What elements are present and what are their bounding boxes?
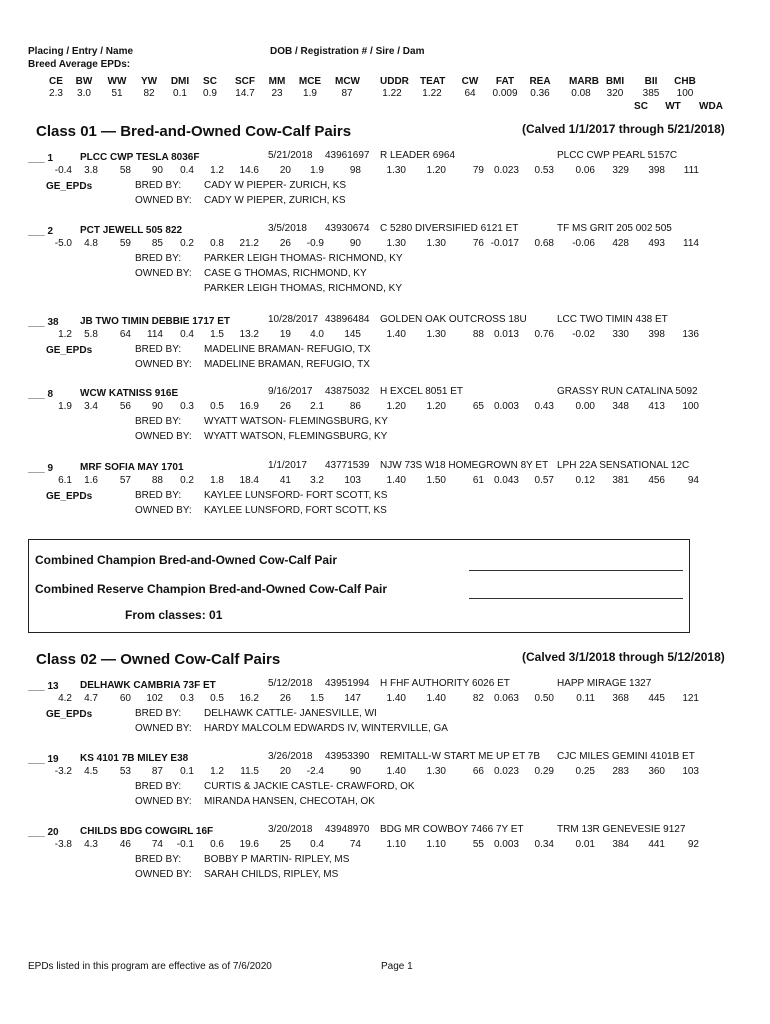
entry-epd-value: 88 (472, 329, 484, 340)
entry-epd-value: 58 (119, 165, 131, 176)
entry-epd-value: 57 (119, 475, 131, 486)
entry-epd-value: 1.10 (426, 839, 446, 850)
entry-dob: 5/12/2018 (268, 678, 313, 689)
entry-epd-value: 330 (612, 329, 629, 340)
entry-epd-value: 384 (612, 839, 629, 850)
entry-epd-value: 25 (279, 839, 291, 850)
bred-by-value: KAYLEE LUNSFORD- FORT SCOTT, KS (204, 490, 388, 501)
epd-breed-average-value: 0.1 (173, 88, 187, 99)
owned-by-value: WYATT WATSON, FLEMINGSBURG, KY (204, 431, 388, 442)
entry-epd-value: 381 (612, 475, 629, 486)
epd-header-label: CHB (674, 76, 696, 87)
epd-breed-average-value: 82 (143, 88, 155, 99)
epd-header-label: MM (268, 76, 286, 87)
entry-epd-value: 1.5 (210, 329, 224, 340)
page-number: Page 1 (381, 961, 413, 972)
owned-by-value: SARAH CHILDS, RIPLEY, MS (204, 869, 339, 880)
entry-epd-value: 1.2 (58, 329, 72, 340)
epd-breed-average-value: 51 (111, 88, 123, 99)
bred-by-label: BRED BY: (135, 180, 182, 191)
epd-header-label: DMI (170, 76, 190, 87)
entry-epd-value: 0.12 (575, 475, 595, 486)
bred-by-value: MADELINE BRAMAN- REFUGIO, TX (204, 344, 371, 355)
entry-epd-value: 60 (119, 693, 131, 704)
entry-epd-value: 3.2 (310, 475, 324, 486)
entry-placing: ___ 13 (28, 681, 59, 692)
entry-epd-value: 103 (682, 766, 699, 777)
bred-by-value: BOBBY P MARTIN- RIPLEY, MS (204, 854, 350, 865)
entry-epd-value: 55 (472, 839, 484, 850)
entry-placing: ___ 9 (28, 463, 54, 474)
entry-epd-value: 90 (151, 401, 163, 412)
extra-header-label: WDA (699, 101, 723, 112)
ge-epds-label: GE_EPDs (46, 345, 93, 356)
owned-by-label: OWNED BY: (135, 869, 192, 880)
entry-epd-value: 121 (682, 693, 699, 704)
entry-name: JB TWO TIMIN DEBBIE 1717 ET (80, 316, 231, 327)
reserve-champion-label: Combined Reserve Champion Bred-and-Owned Cow-Calf Pair (35, 582, 388, 596)
entry-name: DELHAWK CAMBRIA 73F ET (80, 680, 216, 691)
entry-sire: REMITALL-W START ME UP ET 7B (380, 751, 541, 762)
epd-header-label: UDDR (380, 76, 409, 87)
entry-epd-value: 66 (472, 766, 484, 777)
entry-epd-value: 85 (151, 238, 163, 249)
entry-epd-value: 92 (687, 839, 699, 850)
entry-epd-value: 1.30 (426, 238, 446, 249)
entry-epd-value: 136 (682, 329, 699, 340)
entry-name: CHILDS BDG COWGIRL 16F (80, 826, 214, 837)
owned-by-value: KAYLEE LUNSFORD, FORT SCOTT, KS (204, 505, 387, 516)
entry-dam: LPH 22A SENSATIONAL 12C (557, 460, 690, 471)
entry-epd-value: 0.3 (180, 693, 194, 704)
entry-epd-value: 283 (612, 766, 629, 777)
entry-epd-value: -0.9 (306, 238, 324, 249)
epd-breed-average-value: 3.0 (77, 88, 91, 99)
entry-epd-value: 21.2 (239, 238, 259, 249)
entry-dam: TF MS GRIT 205 002 505 (557, 223, 672, 234)
epd-breed-average-value: 1.22 (422, 88, 442, 99)
entry-epd-value: 1.2 (210, 766, 224, 777)
epd-header-label: MCE (298, 76, 322, 87)
entry-name: PCT JEWELL 505 822 (80, 225, 183, 236)
epd-breed-average-value: 0.9 (203, 88, 217, 99)
owned-by-label: OWNED BY: (135, 195, 192, 206)
entry-epd-value: 0.29 (534, 766, 554, 777)
bred-by-value: WYATT WATSON- FLEMINGSBURG, KY (204, 416, 388, 427)
entry-epd-value: 16.9 (239, 401, 259, 412)
entry-epd-value: -0.02 (572, 329, 595, 340)
from-classes: From classes: 01 (125, 608, 223, 622)
entry-epd-value: 147 (344, 693, 361, 704)
entry-epd-value: 1.50 (426, 475, 446, 486)
entry-dob: 9/16/2017 (268, 386, 313, 397)
entry-name: PLCC CWP TESLA 8036F (80, 152, 200, 163)
epd-breed-average-value: 23 (271, 88, 283, 99)
champion-box (28, 539, 690, 633)
entry-epd-value: 0.023 (493, 165, 519, 176)
bred-by-value: CURTIS & JACKIE CASTLE- CRAWFORD, OK (204, 781, 415, 792)
entry-name: WCW KATNISS 916E (80, 388, 179, 399)
entry-epd-value: 0.003 (493, 401, 519, 412)
entry-registration: 43953390 (325, 751, 370, 762)
entry-epd-value: 65 (472, 401, 484, 412)
entry-epd-value: 4.7 (84, 693, 98, 704)
entry-epd-value: 114 (683, 238, 699, 249)
owned-by-value-2: PARKER LEIGH THOMAS, RICHMOND, KY (204, 283, 402, 294)
entry-name: MRF SOFIA MAY 1701 (80, 462, 184, 473)
entry-placing: ___ 20 (28, 827, 59, 838)
epd-breed-average-value: 320 (606, 88, 624, 99)
entry-dam: CJC MILES GEMINI 4101B ET (557, 751, 695, 762)
entry-epd-value: 19 (279, 329, 291, 340)
owned-by-label: OWNED BY: (135, 431, 192, 442)
entry-epd-value: 0.50 (534, 693, 554, 704)
entry-epd-value: -3.8 (54, 839, 72, 850)
entry-placing: ___ 1 (28, 153, 54, 164)
epd-header-label: BW (75, 76, 93, 87)
owned-by-label: OWNED BY: (135, 268, 192, 279)
entry-epd-value: 0.4 (180, 329, 194, 340)
epd-breed-average-value: 14.7 (235, 88, 255, 99)
header-col2: DOB / Registration # / Sire / Dam (270, 46, 425, 57)
epd-breed-average-value: 87 (341, 88, 353, 99)
epd-breed-average-value: 1.9 (303, 88, 317, 99)
entry-epd-value: 74 (151, 839, 163, 850)
bred-by-value: DELHAWK CATTLE- JANESVILLE, WI (204, 708, 377, 719)
entry-epd-value: 1.40 (426, 693, 446, 704)
entry-epd-value: -0.06 (572, 238, 595, 249)
entry-epd-value: 111 (683, 165, 699, 176)
bred-by-label: BRED BY: (135, 253, 182, 264)
entry-epd-value: 0.06 (575, 165, 595, 176)
entry-epd-value: 0.003 (493, 839, 519, 850)
entry-dob: 5/21/2018 (268, 150, 313, 161)
entry-epd-value: 102 (146, 693, 163, 704)
epd-breed-average-value: 385 (642, 88, 660, 99)
owned-by-label: OWNED BY: (135, 359, 192, 370)
bred-by-label: BRED BY: (135, 416, 182, 427)
champion-label: Combined Champion Bred-and-Owned Cow-Calf Pair (35, 553, 338, 567)
epd-header-label: TEAT (420, 76, 446, 87)
entry-epd-value: 3.8 (84, 165, 98, 176)
entry-epd-value: 0.013 (493, 329, 519, 340)
entry-epd-value: 493 (648, 238, 665, 249)
entry-epd-value: 53 (119, 766, 131, 777)
entry-epd-value: -0.4 (54, 165, 72, 176)
entry-epd-value: 0.3 (180, 401, 194, 412)
entry-epd-value: 0.4 (180, 165, 194, 176)
owned-by-label: OWNED BY: (135, 723, 192, 734)
owned-by-value: CASE G THOMAS, RICHMOND, KY (204, 268, 367, 279)
entry-epd-value: 5.8 (84, 329, 98, 340)
entry-epd-value: 0.01 (575, 839, 595, 850)
entry-epd-value: 441 (648, 839, 665, 850)
epd-header-label: YW (140, 76, 158, 87)
extra-header-label: WT (665, 101, 681, 112)
entry-epd-value: 16.2 (239, 693, 259, 704)
entry-epd-value: 3.4 (84, 401, 98, 412)
entry-dob: 3/20/2018 (268, 824, 313, 835)
entry-epd-value: 18.4 (239, 475, 259, 486)
entry-placing: ___ 8 (28, 389, 54, 400)
entry-epd-value: 456 (648, 475, 665, 486)
epd-header-label: FAT (495, 76, 515, 87)
entry-epd-value: 87 (151, 766, 163, 777)
entry-epd-value: 103 (344, 475, 361, 486)
epd-breed-average-value: 2.3 (49, 88, 63, 99)
bred-by-label: BRED BY: (135, 708, 182, 719)
entry-epd-value: 1.8 (210, 475, 224, 486)
entry-epd-value: 0.4 (310, 839, 324, 850)
entry-epd-value: 0.023 (493, 766, 519, 777)
bred-by-value: PARKER LEIGH THOMAS- RICHMOND, KY (204, 253, 403, 264)
entry-epd-value: 86 (349, 401, 361, 412)
entry-epd-value: 1.9 (310, 165, 324, 176)
entry-epd-value: 0.11 (576, 693, 595, 704)
bred-by-label: BRED BY: (135, 781, 182, 792)
epd-breed-average-value: 0.08 (571, 88, 591, 99)
entry-dob: 3/5/2018 (268, 223, 307, 234)
entry-dam: TRM 13R GENEVESIE 9127 (557, 824, 686, 835)
entry-epd-value: 82 (472, 693, 484, 704)
epd-header-label: REA (529, 76, 551, 87)
entry-epd-value: 13.2 (239, 329, 259, 340)
entry-registration: 43951994 (325, 678, 370, 689)
entry-epd-value: 19.6 (239, 839, 259, 850)
entry-epd-value: 0.76 (534, 329, 554, 340)
entry-placing: ___ 38 (28, 317, 59, 328)
entry-epd-value: -0.1 (176, 839, 194, 850)
entry-epd-value: 0.8 (210, 238, 224, 249)
entry-epd-value: 360 (648, 766, 665, 777)
entry-epd-value: 114 (147, 329, 163, 340)
entry-epd-value: 4.3 (84, 839, 98, 850)
entry-dob: 1/1/2017 (268, 460, 307, 471)
entry-registration: 43896484 (325, 314, 370, 325)
entry-epd-value: 1.40 (386, 329, 406, 340)
entry-epd-value: 56 (119, 401, 131, 412)
champion-signature-line (469, 570, 683, 571)
entry-epd-value: -0.017 (490, 238, 519, 249)
bred-by-label: BRED BY: (135, 344, 182, 355)
owned-by-label: OWNED BY: (135, 505, 192, 516)
epd-breed-average-value: 0.36 (530, 88, 550, 99)
entry-sire: NJW 73S W18 HOMEGROWN 8Y ET (380, 460, 549, 471)
footer-note: EPDs listed in this program are effective as of 7/6/2020 (28, 961, 272, 972)
reserve-signature-line (469, 598, 683, 599)
entry-epd-value: 61 (472, 475, 484, 486)
entry-epd-value: 1.30 (426, 766, 446, 777)
entry-registration: 43961697 (325, 150, 370, 161)
entry-epd-value: 0.57 (534, 475, 554, 486)
epd-header-label: MARB (569, 76, 599, 87)
entry-epd-value: 0.1 (180, 766, 194, 777)
ge-epds-label: GE_EPDs (46, 491, 93, 502)
owned-by-label: OWNED BY: (135, 796, 192, 807)
entry-epd-value: 368 (612, 693, 629, 704)
entry-epd-value: 0.43 (534, 401, 554, 412)
epd-header-label: SC (203, 76, 217, 87)
entry-epd-value: -2.4 (306, 766, 324, 777)
class-calved-range: (Calved 3/1/2018 through 5/12/2018) (522, 650, 725, 664)
entry-epd-value: 1.10 (386, 839, 406, 850)
entry-epd-value: 1.5 (310, 693, 324, 704)
entry-epd-value: 46 (119, 839, 131, 850)
entry-epd-value: 59 (119, 238, 131, 249)
entry-epd-value: 0.6 (210, 839, 224, 850)
epd-breed-average-value: 64 (464, 88, 476, 99)
entry-epd-value: 0.68 (534, 238, 554, 249)
owned-by-value: HARDY MALCOLM EDWARDS IV, WINTERVILLE, GA (204, 723, 448, 734)
epd-header-label: WW (107, 76, 127, 87)
entry-epd-value: 348 (612, 401, 629, 412)
entry-epd-value: 0.5 (210, 401, 224, 412)
epd-breed-average-value: 100 (676, 88, 694, 99)
entry-epd-value: 20 (279, 766, 291, 777)
entry-epd-value: 145 (344, 329, 361, 340)
entry-sire: R LEADER 6964 (380, 150, 456, 161)
entry-registration: 43875032 (325, 386, 370, 397)
entry-epd-value: 445 (648, 693, 665, 704)
entry-dob: 3/26/2018 (268, 751, 313, 762)
entry-epd-value: 79 (472, 165, 484, 176)
entry-epd-value: 88 (151, 475, 163, 486)
entry-placing: ___ 19 (28, 754, 59, 765)
entry-epd-value: 90 (151, 165, 163, 176)
entry-epd-value: -5.0 (54, 238, 72, 249)
entry-epd-value: 4.0 (310, 329, 324, 340)
entry-epd-value: 4.5 (84, 766, 98, 777)
entry-dam: LCC TWO TIMIN 438 ET (557, 314, 668, 325)
entry-epd-value: 2.1 (310, 401, 324, 412)
epd-header-label: CW (461, 76, 479, 87)
entry-epd-value: 4.2 (58, 693, 72, 704)
bred-by-label: BRED BY: (135, 854, 182, 865)
entry-epd-value: 1.6 (84, 475, 98, 486)
entry-placing: ___ 2 (28, 226, 54, 237)
entry-sire: GOLDEN OAK OUTCROSS 18U (380, 314, 527, 325)
epd-header-label: BII (644, 76, 658, 87)
entry-epd-value: 0.2 (180, 475, 194, 486)
epd-breed-average-value: 0.009 (492, 88, 518, 99)
entry-epd-value: 0.00 (575, 401, 595, 412)
entry-epd-value: 1.30 (386, 238, 406, 249)
entry-epd-value: 1.40 (386, 693, 406, 704)
entry-epd-value: 14.6 (239, 165, 259, 176)
entry-epd-value: 20 (279, 165, 291, 176)
entry-registration: 43930674 (325, 223, 370, 234)
epd-header-label: MCW (335, 76, 360, 87)
entry-epd-value: 4.8 (84, 238, 98, 249)
epd-header-label: SCF (235, 76, 255, 87)
class-title: Class 01 — Bred-and-Owned Cow-Calf Pairs (36, 123, 352, 140)
entry-epd-value: 1.9 (58, 401, 72, 412)
entry-epd-value: 74 (349, 839, 361, 850)
entry-epd-value: 26 (279, 401, 291, 412)
entry-epd-value: 100 (682, 401, 699, 412)
breed-average-label: Breed Average EPDs: (28, 59, 131, 70)
entry-dam: GRASSY RUN CATALINA 5092 (557, 386, 698, 397)
bred-by-value: CADY W PIEPER- ZURICH, KS (204, 180, 347, 191)
entry-name: KS 4101 7B MILEY E38 (80, 753, 189, 764)
entry-epd-value: 0.2 (180, 238, 194, 249)
entry-epd-value: 0.53 (534, 165, 554, 176)
entry-registration: 43771539 (325, 460, 370, 471)
ge-epds-label: GE_EPDs (46, 181, 93, 192)
owned-by-value: MIRANDA HANSEN, CHECOTAH, OK (204, 796, 375, 807)
extra-header-label: SC (634, 101, 648, 112)
entry-epd-value: 1.20 (386, 401, 406, 412)
owned-by-value: CADY W PIEPER, ZURICH, KS (204, 195, 346, 206)
class-calved-range: (Calved 1/1/2017 through 5/21/2018) (522, 122, 725, 136)
class-title: Class 02 — Owned Cow-Calf Pairs (36, 651, 281, 668)
entry-epd-value: 26 (279, 238, 291, 249)
entry-epd-value: 413 (648, 401, 665, 412)
entry-dam: HAPP MIRAGE 1327 (557, 678, 652, 689)
entry-epd-value: 1.20 (426, 401, 446, 412)
owned-by-value: MADELINE BRAMAN, REFUGIO, TX (204, 359, 370, 370)
ge-epds-label: GE_EPDs (46, 709, 93, 720)
entry-registration: 43948970 (325, 824, 370, 835)
entry-epd-value: 0.34 (534, 839, 554, 850)
entry-sire: BDG MR COWBOY 7466 7Y ET (380, 824, 524, 835)
entry-epd-value: 11.5 (240, 766, 259, 777)
entry-epd-value: 76 (472, 238, 484, 249)
entry-epd-value: 428 (612, 238, 629, 249)
entry-epd-value: 90 (349, 766, 361, 777)
entry-epd-value: 90 (349, 238, 361, 249)
epd-header-label: BMI (605, 76, 625, 87)
entry-epd-value: 1.40 (386, 475, 406, 486)
entry-epd-value: 64 (119, 329, 131, 340)
entry-epd-value: 1.30 (426, 329, 446, 340)
entry-epd-value: 0.063 (493, 693, 519, 704)
entry-epd-value: 1.40 (386, 766, 406, 777)
entry-epd-value: 0.25 (575, 766, 595, 777)
epd-header-label: CE (49, 76, 63, 87)
entry-epd-value: 41 (279, 475, 291, 486)
entry-dam: PLCC CWP PEARL 5157C (557, 150, 678, 161)
bred-by-label: BRED BY: (135, 490, 182, 501)
entry-epd-value: 94 (687, 475, 699, 486)
entry-sire: H EXCEL 8051 ET (380, 386, 464, 397)
entry-dob: 10/28/2017 (268, 314, 319, 325)
entry-epd-value: 398 (648, 329, 665, 340)
entry-epd-value: 26 (279, 693, 291, 704)
entry-epd-value: 1.2 (210, 165, 224, 176)
entry-epd-value: 1.20 (426, 165, 446, 176)
entry-epd-value: 0.5 (210, 693, 224, 704)
epd-breed-average-value: 1.22 (382, 88, 402, 99)
entry-epd-value: 398 (648, 165, 665, 176)
entry-sire: H FHF AUTHORITY 6026 ET (380, 678, 510, 689)
entry-epd-value: 1.30 (386, 165, 406, 176)
entry-epd-value: 98 (349, 165, 361, 176)
entry-sire: C 5280 DIVERSIFIED 6121 ET (380, 223, 519, 234)
entry-epd-value: -3.2 (54, 766, 72, 777)
entry-epd-value: 0.043 (493, 475, 519, 486)
entry-epd-value: 329 (612, 165, 629, 176)
entry-epd-value: 6.1 (58, 475, 72, 486)
header-col1: Placing / Entry / Name (28, 46, 134, 57)
